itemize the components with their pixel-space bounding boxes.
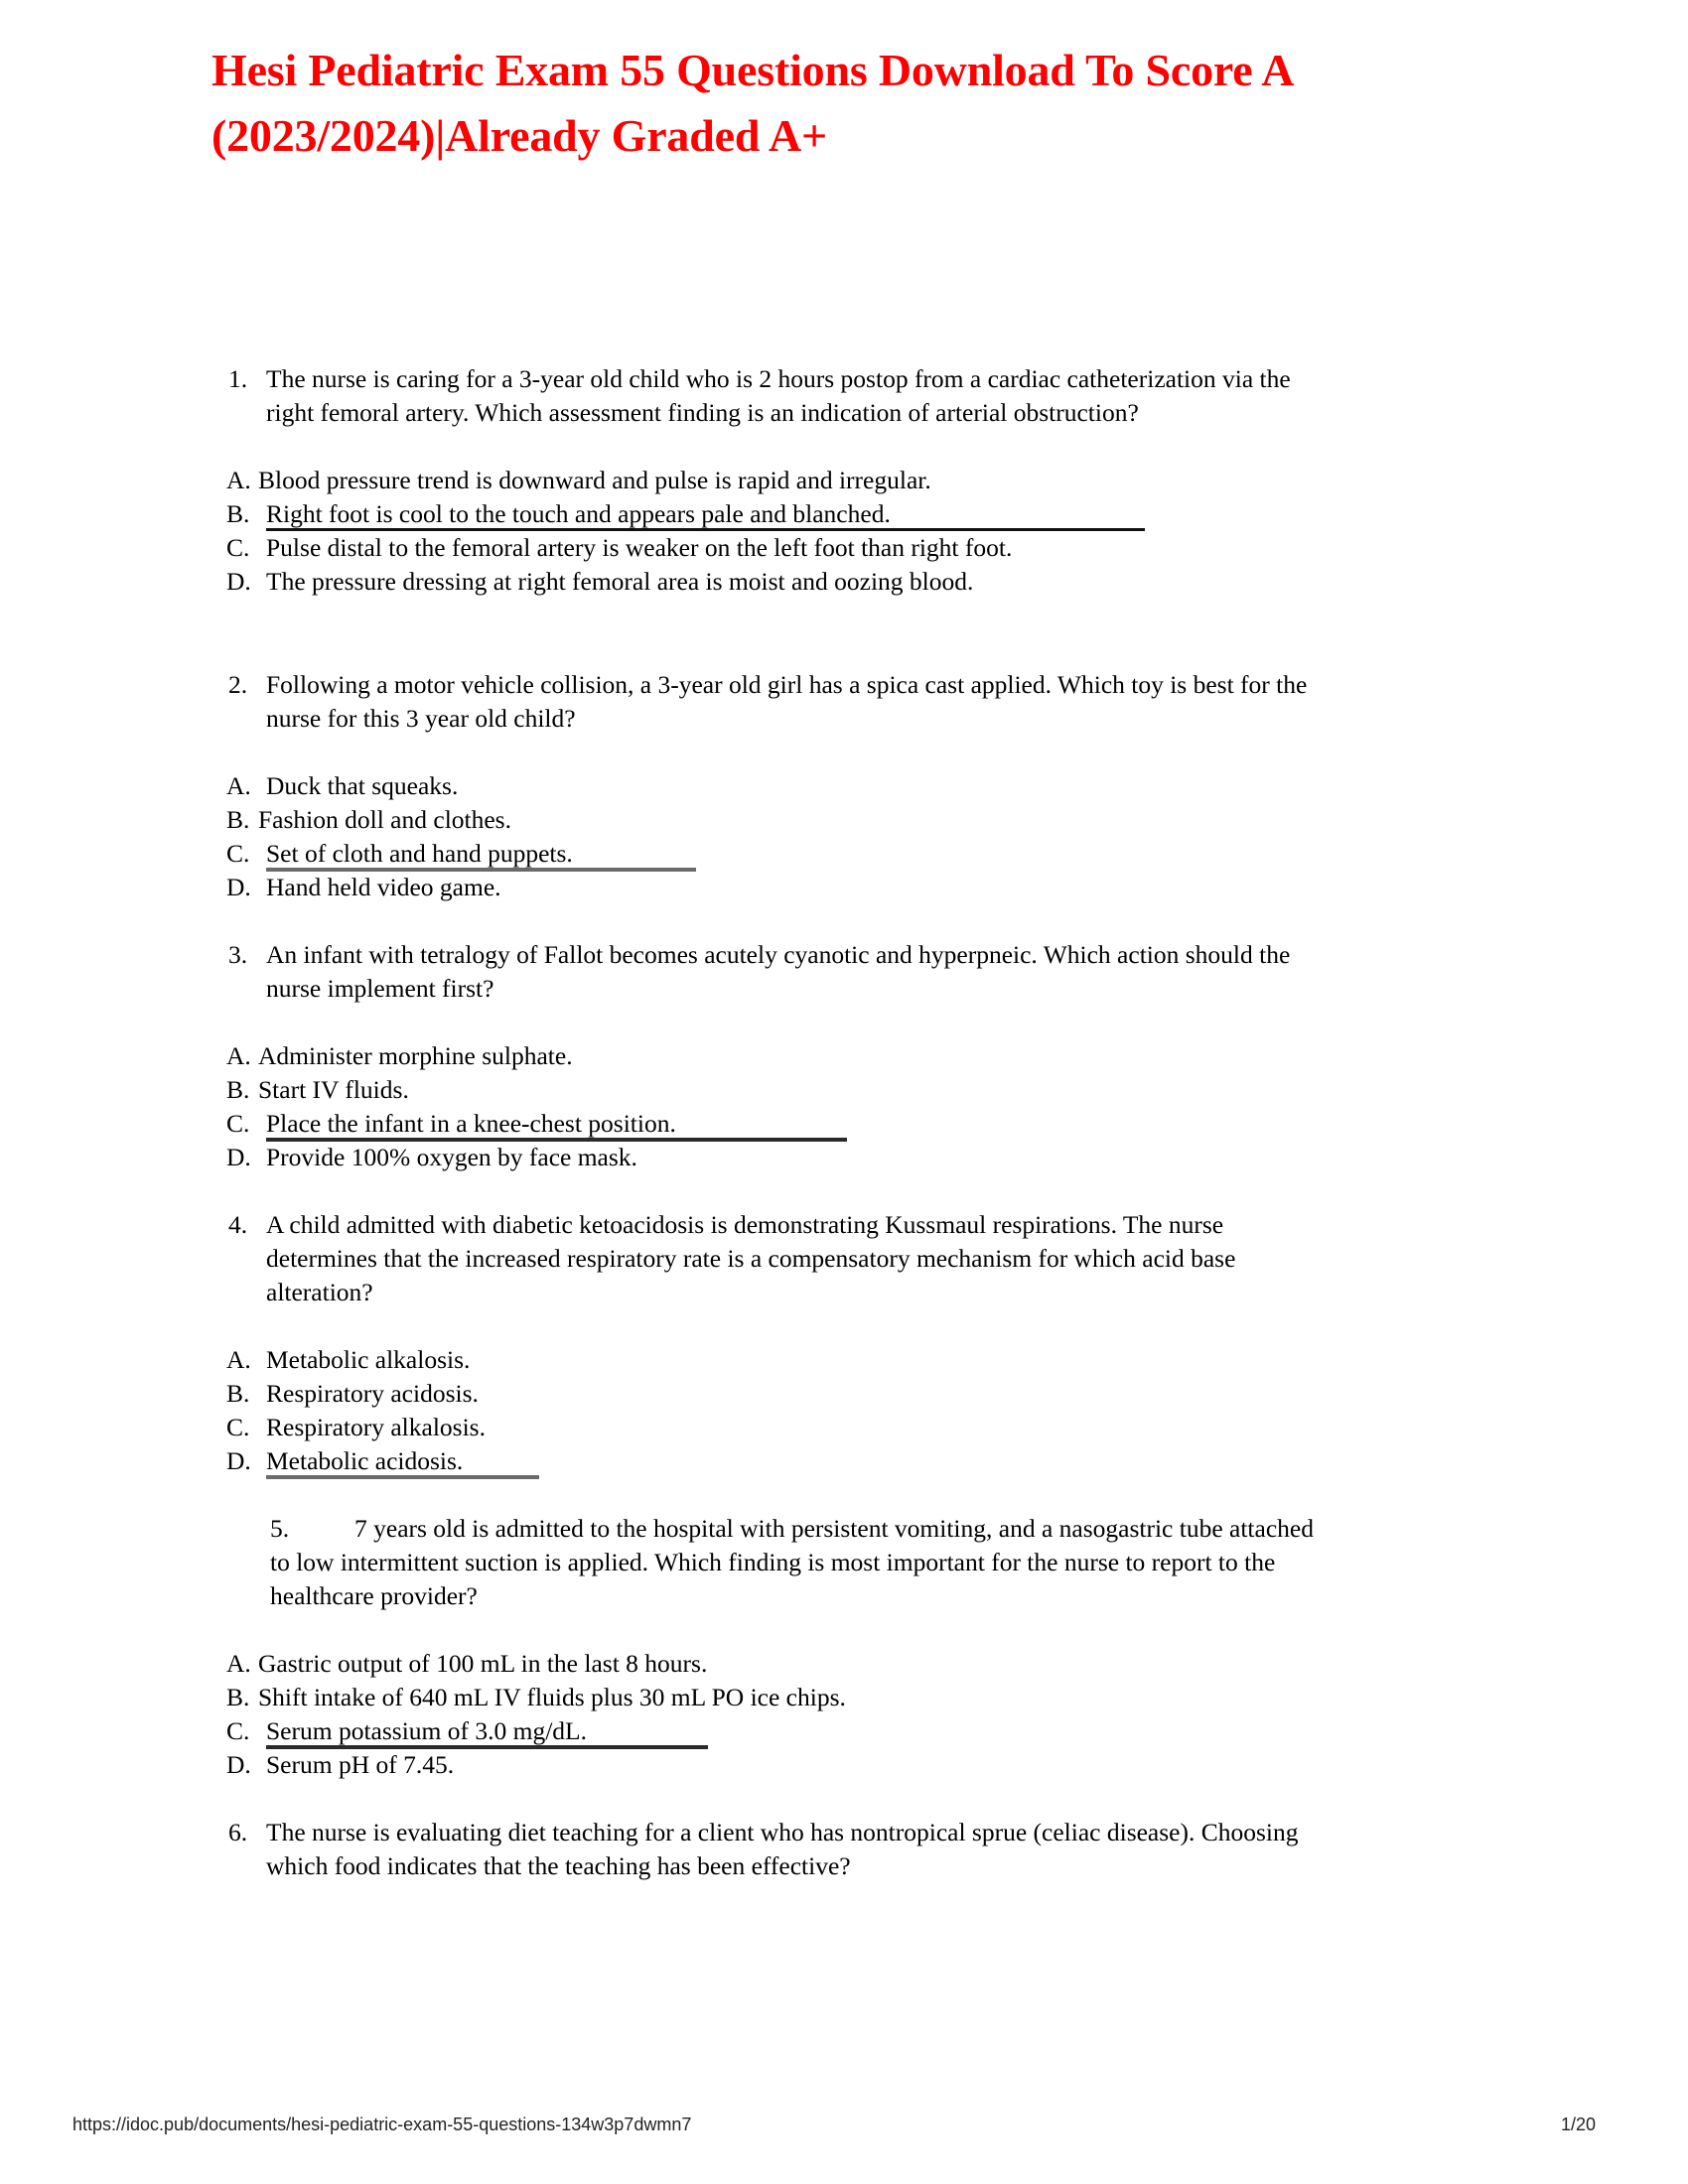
- question-5: [226, 1512, 1338, 1782]
- option-text: Place the infant in a knee-chest position.: [266, 1109, 676, 1138]
- title-line-1: Hesi Pediatric Exam 55 Questions Download To Score A: [211, 45, 1295, 95]
- option-letter: C.: [226, 1716, 250, 1745]
- question-number: 5.: [270, 1514, 290, 1543]
- option-a[interactable]: [226, 1343, 1338, 1377]
- option-letter: D.: [226, 567, 251, 596]
- option-text: Serum potassium of 3.0 mg/dL.: [266, 1716, 587, 1745]
- question-number: 3.: [228, 940, 248, 969]
- answer-underline: [266, 1475, 539, 1479]
- question-stem: The nurse is caring for a 3-year old child who is 2 hours postop from a cardiac catheterization via the right femoral artery. Which assessment finding is an indication of arterial obstruction?: [266, 364, 1291, 427]
- option-d[interactable]: [226, 565, 1338, 599]
- answer-options: [226, 464, 1338, 599]
- option-c-selected[interactable]: [226, 1107, 1338, 1141]
- option-letter: D.: [226, 873, 251, 901]
- option-text: Gastric output of 100 mL in the last 8 hours.: [258, 1649, 708, 1678]
- question-stem: A child admitted with diabetic ketoacidosis is demonstrating Kussmaul respirations. The nurse determines that the increased respiratory rate is a compensatory mechanism for which acid base alteration?: [266, 1210, 1236, 1306]
- option-c-selected[interactable]: [226, 837, 1338, 871]
- question-stem: Following a motor vehicle collision, a 3-year old girl has a spica cast applied. Which toy is best for the nurse for this 3 year old child?: [266, 670, 1308, 733]
- option-c[interactable]: [226, 1411, 1338, 1444]
- option-text: Provide 100% oxygen by face mask.: [266, 1143, 637, 1171]
- question-number: 6.: [228, 1818, 248, 1846]
- answer-options: [226, 769, 1338, 904]
- option-letter: B.: [226, 499, 250, 528]
- question-stem: The nurse is evaluating diet teaching for a client who has nontropical sprue (celiac disease). Choosing which food indicates that the teaching has been effective?: [266, 1818, 1299, 1880]
- option-d[interactable]: [226, 1748, 1338, 1782]
- option-text: Duck that squeaks.: [266, 771, 459, 800]
- option-letter: C.: [226, 1109, 250, 1138]
- option-d-selected[interactable]: [226, 1444, 1338, 1478]
- question-stem: An infant with tetralogy of Fallot becomes acutely cyanotic and hyperpneic. Which action should the nurse implement first?: [266, 940, 1291, 1003]
- question-6: [226, 1816, 1338, 1883]
- question-1: [226, 362, 1338, 599]
- option-b-selected[interactable]: [226, 497, 1338, 531]
- option-c-selected[interactable]: [226, 1714, 1338, 1748]
- option-text: Administer morphine sulphate.: [258, 1041, 573, 1070]
- page-footer: [0, 2115, 1688, 2144]
- option-b[interactable]: [226, 803, 1338, 837]
- option-a[interactable]: [226, 464, 1338, 497]
- option-text: Respiratory acidosis.: [266, 1379, 479, 1408]
- option-d[interactable]: [226, 871, 1338, 904]
- option-letter: D.: [226, 1750, 251, 1779]
- question-4: [226, 1208, 1338, 1478]
- option-text: Blood pressure trend is downward and pulse is rapid and irregular.: [258, 466, 931, 494]
- option-letter: C.: [226, 839, 250, 868]
- question-stem: 7 years old is admitted to the hospital with persistent vomiting, and a nasogastric tube attached to low intermittent suction is applied. Which finding is most important for the nurse to report to the healthcare provider?: [270, 1514, 1314, 1610]
- footer-url-link[interactable]: https://idoc.pub/documents/hesi-pediatric-exam-55-questions-134w3p7dwmn7: [72, 2115, 692, 2134]
- option-letter: B.: [226, 1075, 250, 1104]
- option-letter: B.: [226, 805, 250, 834]
- option-b[interactable]: [226, 1377, 1338, 1411]
- answer-options: [226, 1343, 1338, 1478]
- question-number: 2.: [228, 670, 248, 699]
- title-line-2: (2023/2024)|Already Graded A+: [211, 110, 828, 161]
- option-letter: B.: [226, 1379, 250, 1408]
- question-3: [226, 938, 1338, 1174]
- document-title: [211, 38, 1502, 169]
- option-text: Start IV fluids.: [258, 1075, 409, 1104]
- page-number: 1/20: [1561, 2115, 1597, 2134]
- option-letter: C.: [226, 1413, 250, 1441]
- option-letter: A.: [226, 1345, 251, 1374]
- option-a[interactable]: [226, 1039, 1338, 1073]
- option-letter: D.: [226, 1143, 251, 1171]
- option-a[interactable]: [226, 1647, 1338, 1681]
- option-text: Set of cloth and hand puppets.: [266, 839, 573, 868]
- answer-options: [226, 1039, 1338, 1174]
- option-text: Respiratory alkalosis.: [266, 1413, 486, 1441]
- option-text: Metabolic alkalosis.: [266, 1345, 471, 1374]
- option-b[interactable]: [226, 1073, 1338, 1107]
- option-letter: B.: [226, 1683, 250, 1711]
- option-letter: A.: [226, 1041, 251, 1070]
- option-b[interactable]: [226, 1681, 1338, 1714]
- option-c[interactable]: [226, 531, 1338, 565]
- question-2: [226, 668, 1338, 904]
- option-letter: A.: [226, 1649, 251, 1678]
- option-text: Serum pH of 7.45.: [266, 1750, 455, 1779]
- option-text: Fashion doll and clothes.: [258, 805, 511, 834]
- option-d[interactable]: [226, 1141, 1338, 1174]
- option-letter: A.: [226, 771, 251, 800]
- option-letter: D.: [226, 1446, 251, 1475]
- option-letter: A.: [226, 466, 251, 494]
- option-text: Right foot is cool to the touch and appears pale and blanched.: [266, 499, 891, 528]
- answer-options: [226, 1647, 1338, 1782]
- option-letter: C.: [226, 533, 250, 562]
- option-text: Hand held video game.: [266, 873, 501, 901]
- option-text: The pressure dressing at right femoral area is moist and oozing blood.: [266, 567, 974, 596]
- question-number: 4.: [228, 1210, 248, 1239]
- question-number: 1.: [228, 364, 248, 393]
- option-text: Metabolic acidosis.: [266, 1446, 464, 1475]
- option-a[interactable]: [226, 769, 1338, 803]
- option-text: Pulse distal to the femoral artery is weaker on the left foot than right foot.: [266, 533, 1013, 562]
- option-text: Shift intake of 640 mL IV fluids plus 30 mL PO ice chips.: [258, 1683, 846, 1711]
